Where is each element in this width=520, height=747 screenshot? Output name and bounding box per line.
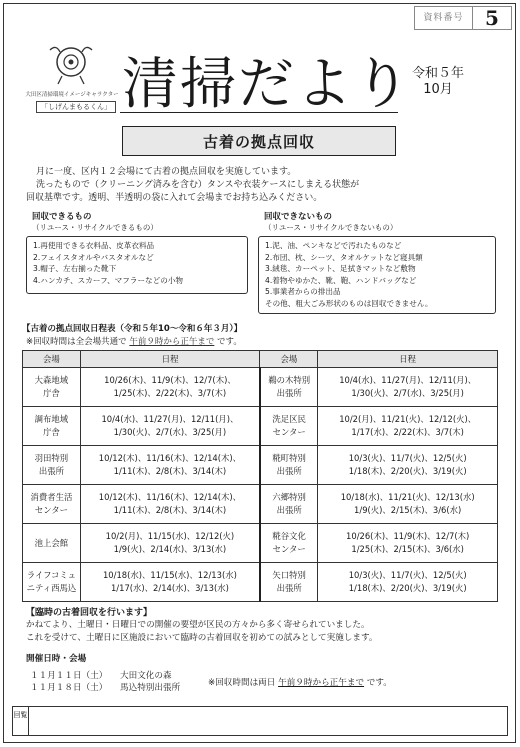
dates-cell-line: 10/26(木)、11/9(木)、12/7(木)	[346, 531, 470, 541]
venue-cell	[23, 563, 81, 602]
temporary-title: 【臨時の古着回収を行います】	[26, 608, 153, 618]
rejected-subheading: （リユース・リサイクルできないもの）	[264, 223, 398, 232]
venue-cell-line: 糀谷文化	[272, 531, 306, 541]
issue-date	[412, 66, 464, 98]
dates-cell	[318, 446, 498, 485]
venue-cell	[260, 563, 318, 602]
dates-cell-line: 1/9(火)、2/15(木)、3/6(水)	[354, 505, 462, 515]
issue-date-month: 10月	[423, 82, 453, 97]
intro-line: 洗ったもので（クリーニング済みを含む）タンスや衣装ケースにしまえる状態が	[36, 180, 360, 190]
venue-cell	[23, 485, 81, 524]
temporary-note-prefix: ※回収時間は両日	[208, 678, 276, 688]
temporary-line: これを受けて、土曜日に区施設において臨時の古着回収を初めての試みとして実施します。	[26, 632, 378, 643]
dates-cell-line: 1/18(木)、2/20(火)、3/19(火)	[348, 583, 467, 593]
temporary-date: １１月１１日（土）	[30, 671, 108, 681]
temporary-text	[26, 619, 496, 644]
accept-reject-section	[26, 210, 496, 316]
schedule-title: 【古着の拠点回収日程表（令和５年10～令和６年３月）】	[22, 324, 243, 334]
dates-cell	[80, 485, 260, 524]
temporary-row	[30, 670, 180, 682]
list-item: 3.絨毯、カーペット、足拭きマットなど敷物	[265, 264, 416, 274]
venue-cell	[260, 485, 318, 524]
venue-cell-line: 池上会館	[34, 537, 69, 548]
mascot-illustration	[42, 40, 100, 86]
dates-cell-line: 10/18(水)、11/21(火)、12/13(水)	[340, 492, 475, 502]
accepted-list	[26, 236, 248, 294]
temporary-place: 大田文化の森	[120, 671, 172, 681]
venue-cell	[260, 368, 318, 407]
venue-cell-line: 洗足区民	[272, 414, 306, 424]
circulation-box	[12, 706, 508, 736]
schedule-row	[23, 485, 498, 524]
venue-cell	[23, 446, 81, 485]
dates-cell-line: 10/2(月)、11/15(水)、12/12(火)	[105, 531, 235, 541]
dates-cell-line: 10/26(木)、11/9(木)、12/7(木)、	[104, 375, 236, 385]
venue-cell-line: ライフコミュ	[26, 570, 77, 580]
venue-cell-line: ニティ西馬込	[26, 583, 77, 593]
venue-cell-line: 消費者生活	[30, 492, 73, 502]
venue-cell	[23, 524, 81, 563]
dates-cell	[80, 524, 260, 563]
mascot-caption: 大田区清掃環境イメージキャラクター	[25, 92, 119, 98]
temporary-note-time: 午前９時から正午まで	[278, 678, 365, 688]
schedule-note-prefix: ※回収時間は全会場共通で	[26, 337, 127, 347]
dates-cell	[318, 524, 498, 563]
dates-cell-line: 10/12(木)、11/16(木)、12/14(木)、	[98, 453, 242, 463]
dates-cell-line: 1/17(水)、2/14(水)、3/13(水)	[110, 583, 229, 593]
dates-cell	[80, 446, 260, 485]
list-item: 3.帽子、左右揃った靴下	[33, 264, 117, 274]
schedule-row	[23, 563, 498, 602]
dates-cell-line: 1/25(木)、2/22(木)、3/7(木)	[113, 388, 227, 398]
column-header: 会場	[260, 351, 318, 368]
list-item: 2.布団、枕、シーツ、タオルケットなど寝具類	[265, 252, 423, 262]
title-underline	[120, 112, 398, 113]
issue-date-year: 令和５年	[412, 66, 465, 81]
dates-cell	[318, 368, 498, 407]
dates-cell-line: 10/3(火)、11/7(火)、12/5(火)	[348, 570, 467, 580]
venue-cell-line: 六郷特別	[272, 492, 306, 502]
dates-cell-line: 10/18(水)、11/15(水)、12/13(水)	[102, 570, 237, 580]
dates-cell	[80, 407, 260, 446]
temporary-row	[30, 682, 180, 694]
list-item: 2.フェイスタオルやバスタオルなど	[33, 252, 154, 262]
venue-cell-line: 調布地域	[34, 414, 69, 424]
dates-cell	[318, 563, 498, 602]
venue-cell-line: センター	[272, 544, 306, 554]
column-header: 会場	[23, 351, 81, 368]
list-item: その他、粗大ごみ形状のものは回収できません。	[265, 298, 433, 308]
temporary-schedule	[30, 670, 180, 694]
column-header: 日程	[318, 351, 498, 368]
accepted-heading: 回収できるもの	[32, 212, 92, 222]
intro-line: 回収基準です。透明、半透明の袋に入れて会場までお持ち込みください。	[26, 193, 323, 203]
document-number: 5	[485, 6, 499, 30]
dates-cell	[318, 407, 498, 446]
schedule-table	[22, 350, 498, 602]
circulation-label: 回覧	[13, 707, 29, 735]
venue-cell-line: 出張所	[276, 505, 302, 515]
temporary-place: 馬込特別出張所	[120, 683, 181, 693]
list-item: 5.事業者からの排出品	[265, 287, 341, 297]
dates-cell-line: 10/4(水)、11/27(月)、12/11(月)、	[101, 414, 239, 424]
venue-cell-line: 羽田特別	[34, 453, 69, 463]
dates-cell-line: 1/30(火)、2/7(水)、3/25(月)	[113, 427, 227, 437]
schedule-note-suffix: です。	[217, 337, 242, 347]
venue-cell	[260, 446, 318, 485]
rejected-list	[258, 236, 496, 314]
dates-cell-line: 1/17(水)、2/22(木)、3/7(木)	[351, 427, 464, 437]
venue-cell-line: 鵜の木特別	[268, 375, 311, 385]
dates-cell-line: 10/2(月)、11/21(火)、12/12(火)、	[339, 414, 477, 424]
venue-cell-line: センター	[272, 427, 306, 437]
dates-cell	[318, 485, 498, 524]
venue-cell	[260, 524, 318, 563]
venue-cell-line: 出張所	[276, 388, 302, 398]
venue-cell-line: 大森地域	[34, 375, 69, 385]
dates-cell	[80, 368, 260, 407]
intro-line: 月に一度、区内１２会場にて古着の拠点回収を実施しています。	[36, 167, 297, 177]
schedule-row	[23, 524, 498, 563]
venue-cell-line: 庁舎	[43, 427, 60, 437]
accepted-subheading: （リユース・リサイクルできるもの）	[32, 223, 158, 232]
schedule-header-row	[23, 351, 498, 368]
venue-cell-line: 庁舎	[43, 388, 60, 398]
intro-text	[26, 166, 496, 205]
list-item: 4.着物やゆかた、靴、鞄、ハンドバッグなど	[265, 275, 417, 285]
venue-cell	[23, 407, 81, 446]
temporary-line: かねてより、土曜日・日曜日での開催の要望が区民の方々から多く寄せられていました。	[26, 620, 370, 630]
section-banner: 古着の拠点回収	[122, 126, 396, 156]
venue-cell	[23, 368, 81, 407]
list-item: 1.再使用できる衣料品、皮革衣料品	[33, 241, 155, 250]
newsletter-title: 清掃だより	[122, 52, 412, 117]
schedule-row	[23, 368, 498, 407]
list-item: 1.泥、油、ペンキなどで汚れたものなど	[265, 241, 402, 250]
list-item: 4.ハンカチ、スカーフ、マフラーなどの小物	[33, 275, 184, 285]
dates-cell-line: 1/30(火)、2/7(水)、3/25(月)	[351, 388, 464, 398]
dates-cell-line: 10/4(水)、11/27(月)、12/11(月)、	[339, 375, 477, 385]
schedule-row	[23, 407, 498, 446]
dates-cell-line: 1/25(木)、2/15(木)、3/6(水)	[351, 544, 464, 554]
column-header: 日程	[80, 351, 260, 368]
schedule-row	[23, 446, 498, 485]
document-number-tag	[414, 6, 512, 30]
schedule-note	[26, 335, 242, 347]
document-number-label: 資料番号	[415, 7, 473, 29]
temporary-note-suffix: です。	[366, 678, 392, 688]
dates-cell-line: 10/3(火)、11/7(火)、12/5(火)	[348, 453, 467, 463]
venue-cell-line: センター	[34, 505, 69, 515]
temporary-heading: 開催日時・会場	[26, 654, 87, 664]
dates-cell-line: 1/9(火)、2/14(水)、3/13(水)	[113, 544, 227, 554]
venue-cell-line: 出張所	[276, 466, 302, 476]
rejected-heading: 回収できないもの	[264, 212, 333, 222]
temporary-date: １１月１８日（土）	[30, 683, 108, 693]
mascot-name: 「しげんまもるくん」	[36, 101, 116, 113]
venue-cell-line: 糀町特別	[272, 453, 306, 463]
dates-cell	[80, 563, 260, 602]
dates-cell-line: 1/11(木)、2/8(木)、3/14(木)	[113, 466, 227, 476]
venue-cell-line: 出張所	[276, 583, 302, 593]
venue-cell	[260, 407, 318, 446]
venue-cell-line: 矢口特別	[272, 570, 306, 580]
dates-cell-line: 1/11(木)、2/8(木)、3/14(木)	[113, 505, 227, 515]
venue-cell-line: 出張所	[38, 466, 64, 476]
dates-cell-line: 1/18(木)、2/20(火)、3/19(火)	[348, 466, 467, 476]
temporary-note	[208, 676, 392, 688]
dates-cell-line: 10/12(木)、11/16(木)、12/14(木)、	[98, 492, 242, 502]
schedule-note-time: 午前９時から正午まで	[129, 337, 215, 347]
